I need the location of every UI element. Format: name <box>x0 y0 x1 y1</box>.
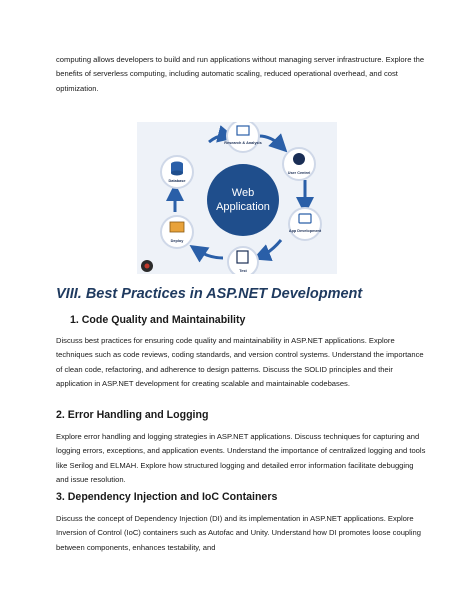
subsection-body-3: Discuss the concept of Dependency Injection (DI) and its implementation in ASP.NET applications. Explore Inversion of Control (IoC) containers such as Autofac and Unity. Understand how DI promotes loose coupling between components, enhances testability, and <box>56 514 421 552</box>
subsection-body-1: Discuss best practices for ensuring code quality and maintainability in ASP.NET applications. Explore techniques such as code reviews, coding standards, and version control systems. Understand the importance of clean code, refactoring, and adherence to design patterns. Discuss the SOLID principles and their application in ASP.NET development for creating scalable and maintainable codebases. <box>56 336 424 389</box>
node-user-label: User Centrel <box>287 171 311 175</box>
subsection-body-2: Explore error handling and logging strategies in ASP.NET applications. Discuss techniques for capturing and logging errors, exceptions, and application events. Understand the importance of centralized logging and tools like Serilog and ELMAH. Explore how structured logging and detailed error information facilitate debugging and issue resolution. <box>56 432 426 485</box>
subsection-heading-3: 3. Dependency Injection and IoC Containers <box>56 491 278 503</box>
node-database <box>161 156 193 188</box>
intro-paragraph: computing allows developers to build and run applications without managing server infrastructure. Explore the benefits of serverless computing, including automatic scaling, reduced operational overhead, and cost optimization. <box>56 55 425 93</box>
node-research-label: Research & Analysis <box>224 141 262 145</box>
section-title: VIII. Best Practices in ASP.NET Development <box>56 286 363 302</box>
corner-logo <box>141 260 153 272</box>
web-application-diagram <box>137 122 337 274</box>
center-circle <box>207 164 279 236</box>
node-database-label: Database <box>168 179 186 183</box>
node-user-centrel <box>283 148 315 180</box>
node-test-label: Test <box>239 269 247 273</box>
subsection-heading-2: 2. Error Handling and Logging <box>56 409 209 421</box>
node-test <box>228 247 258 274</box>
center-label-line1: Web <box>231 187 255 199</box>
node-app-development <box>289 208 322 240</box>
node-deploy-label: Deploy <box>170 239 184 243</box>
node-deploy <box>161 216 193 248</box>
subsection-heading-1: 1. Code Quality and Maintainability <box>70 314 246 326</box>
center-label-line2: Application <box>216 201 270 213</box>
package-icon <box>170 222 184 232</box>
diagram-svg <box>137 122 337 274</box>
node-app-label: App Development <box>288 229 322 233</box>
user-icon <box>293 153 305 165</box>
